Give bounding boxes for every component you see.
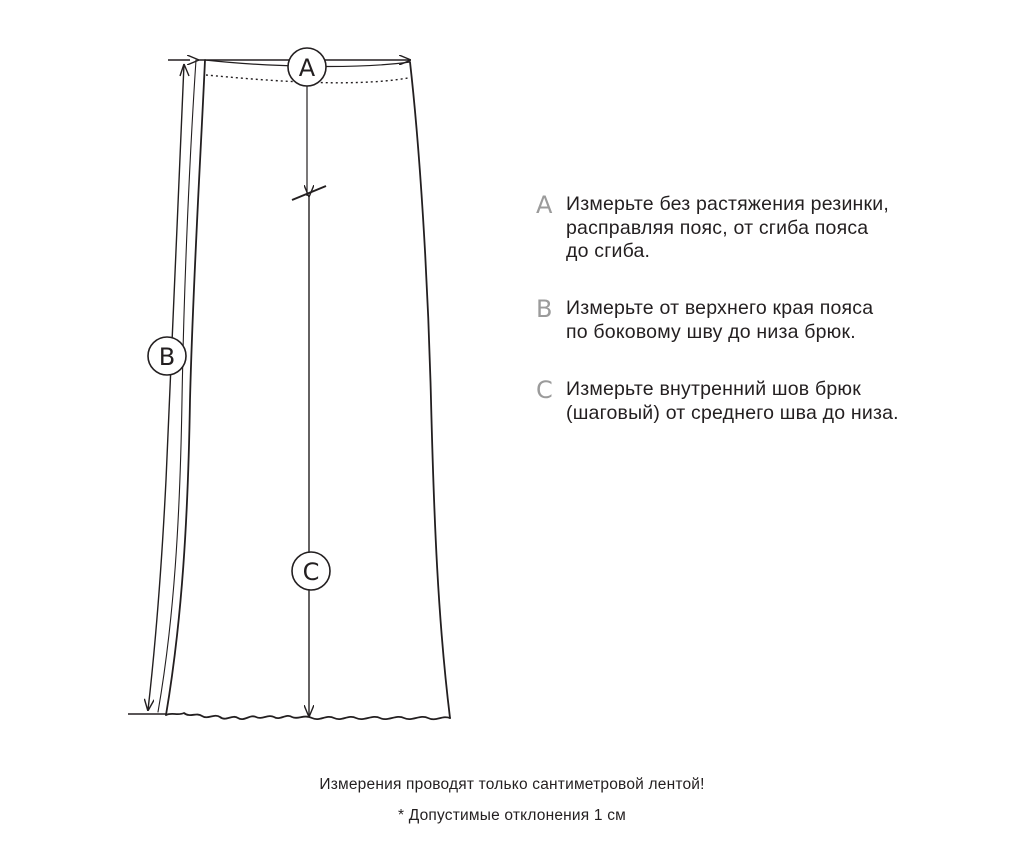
legend-letter-a: A bbox=[536, 191, 553, 219]
label-a-text: A bbox=[298, 54, 316, 82]
legend-text-a: Измерьте без растяжения резинки, расправляя пояс, от сгиба пояса до сгиба. bbox=[566, 193, 889, 262]
legend-item-c bbox=[536, 378, 976, 425]
measurement-b bbox=[128, 60, 190, 714]
trousers-outline bbox=[158, 60, 450, 719]
label-c-text: C bbox=[302, 558, 320, 586]
footer-tolerance: * Допустимые отклонения 1 см bbox=[397, 807, 627, 824]
hem-line bbox=[166, 713, 450, 719]
legend-letter-b: B bbox=[536, 295, 553, 323]
legend-letter-c: C bbox=[536, 376, 553, 404]
legend-item-b bbox=[536, 297, 976, 344]
legend-text-b: Измерьте от верхнего края пояса по боковому шву до низа брюк. bbox=[566, 297, 874, 343]
right-side-seam bbox=[410, 62, 450, 718]
measurement-c bbox=[292, 86, 330, 716]
left-side-seam bbox=[166, 60, 205, 715]
legend-item-a bbox=[536, 193, 976, 264]
footer-note: Измерения проводят только сантиметровой лентой! bbox=[319, 776, 705, 793]
legend-text-c: Измерьте внутренний шов брюк (шаговый) от среднего шва до низа. bbox=[566, 378, 899, 424]
label-b-text: B bbox=[158, 343, 176, 371]
measurement-a bbox=[198, 48, 410, 86]
